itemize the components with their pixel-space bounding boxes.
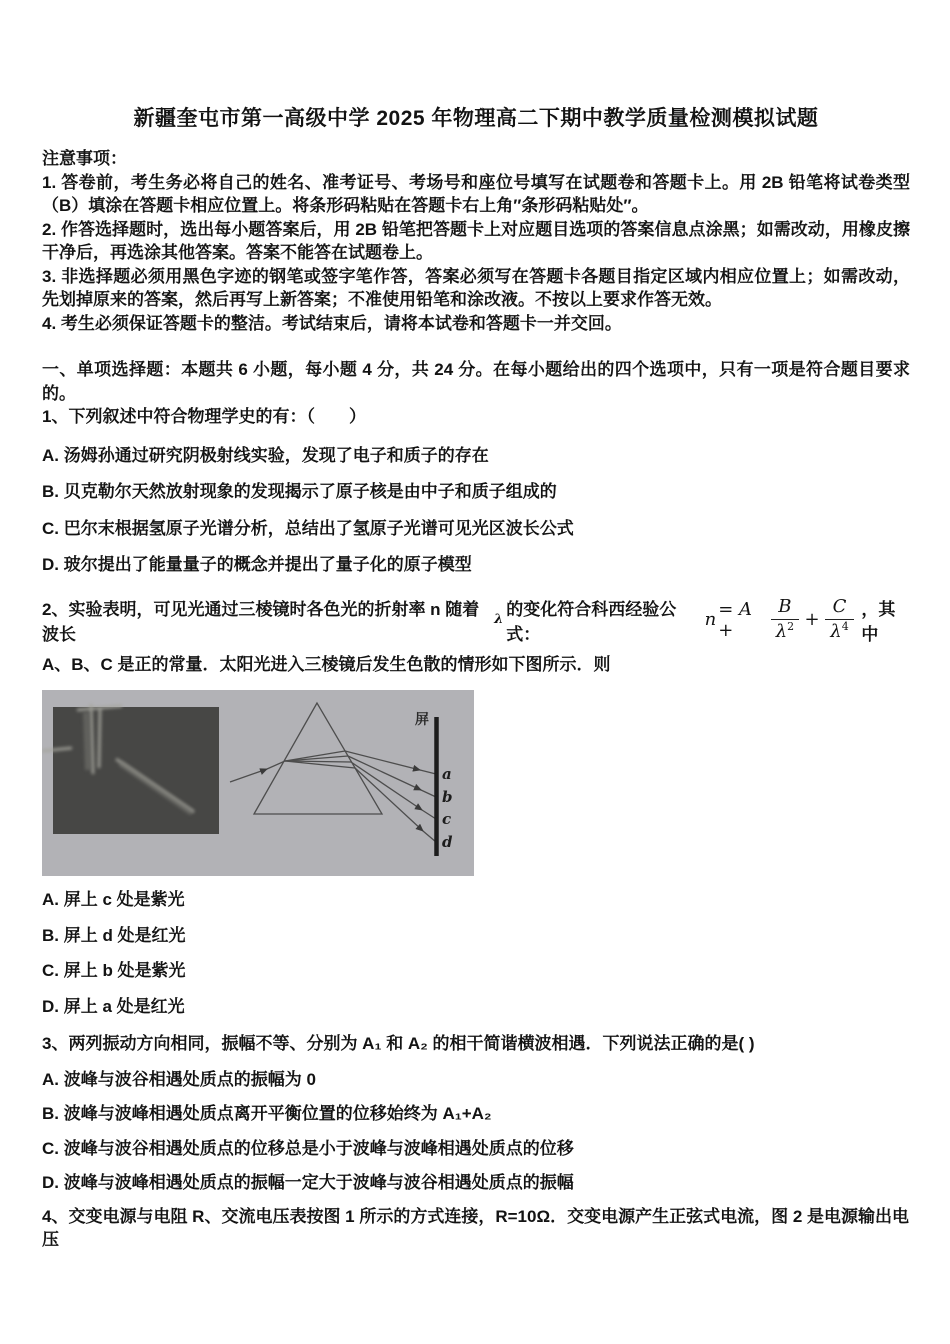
page-title: 新疆奎屯市第一高级中学 2025 年物理高二下期中教学质量检测模拟试题 bbox=[133, 107, 819, 130]
point-label-d: d bbox=[442, 833, 453, 851]
refracted-ray-b bbox=[348, 756, 436, 797]
question-2-option-d: D. 屏上 a 处是红光 bbox=[42, 996, 185, 1016]
dispersion-photo bbox=[42, 704, 219, 834]
formula-eq: = A + bbox=[718, 598, 753, 641]
refracted-ray-d bbox=[355, 768, 436, 842]
fraction2-exponent: 4 bbox=[841, 619, 849, 633]
lambda-symbol: λ bbox=[494, 612, 504, 627]
formula-fraction-2 bbox=[825, 597, 855, 642]
notice-item-4: 4. 考生必须保证答题卡的整洁。考试结束后，请将本试卷和答题卡一并交回。 bbox=[42, 313, 622, 333]
prism-diagram bbox=[42, 690, 474, 876]
question-1-option-a: A. 汤姆孙通过研究阴极射线实验，发现了电子和质子的存在 bbox=[42, 445, 489, 465]
question-3-options bbox=[42, 1068, 910, 1195]
cauchy-formula bbox=[705, 597, 858, 642]
q2-stem-post: 的变化符合科西经验公式： bbox=[506, 599, 677, 644]
page-content bbox=[42, 0, 910, 1252]
fraction2-lambda: λ bbox=[830, 620, 842, 642]
point-label-b: b bbox=[442, 788, 453, 806]
fraction2-denominator bbox=[825, 619, 853, 643]
question-1-option-b: B. 贝克勒尔天然放射现象的发现揭示了原子核是由中子和质子组成的 bbox=[42, 482, 557, 501]
question-1-option-d: D. 玻尔提出了能量量子的概念并提出了量子化的原子模型 bbox=[42, 555, 472, 574]
screen-label: 屏 bbox=[415, 711, 429, 727]
question-2-options bbox=[42, 888, 910, 1018]
q2-after-formula: ，其中 bbox=[861, 599, 896, 644]
section1-heading: 一、单项选择题：本题共 6 小题，每小题 4 分，共 24 分。在每小题给出的四个选项中，只有一项是符合题目要求的。 bbox=[42, 360, 910, 403]
question-4-stem: 4、交变电源与电阻 R、交流电压表按图 1 所示的方式连接，R=10Ω．交变电源产生正弦式电流，图 2 是电源输出电压 bbox=[42, 1206, 909, 1249]
notice-item-1: 1. 答卷前，考生务必将自己的姓名、准考证号、考场号和座位号填写在试题卷和答题卡上。用 2B 铅笔将试卷类型（B）填涂在答题卡相应位置上。将条形码粘贴在答题卡右上角″条形码粘贴处″。 bbox=[42, 172, 910, 215]
notice-item-2: 2. 作答选择题时，选出每小题答案后，用 2B 铅笔把答题卡上对应题目选项的答案信息点涂黑；如需改动，用橡皮擦干净后，再选涂其他答案。答案不能答在试题卷上。 bbox=[42, 219, 910, 262]
internal-ray-1 bbox=[285, 751, 345, 761]
fraction1-exponent: 2 bbox=[787, 619, 795, 633]
question-1-stem: 1、下列叙述中符合物理学史的有：（ ） bbox=[42, 407, 366, 426]
notice-heading: 注意事项： bbox=[42, 149, 127, 168]
notice-item-3: 3. 非选择题必须用黑色字迹的钢笔或签字笔作答，答案必须写在答题卡各题目指定区域内相应位置上；如需改动，先划掉原来的答案，然后再写上新答案；不准使用铅笔和涂改液。不按以上要求作答无效。 bbox=[42, 266, 910, 309]
incident-ray bbox=[230, 761, 285, 782]
fraction2-numerator: C bbox=[832, 595, 847, 617]
point-label-c: c bbox=[442, 810, 452, 828]
formula-plus: + bbox=[804, 609, 820, 630]
question-2-option-c: C. 屏上 b 处是紫光 bbox=[42, 961, 186, 980]
question-2-stem bbox=[42, 595, 910, 645]
prism-rays bbox=[230, 703, 436, 842]
fraction1-denominator bbox=[771, 619, 799, 643]
formula-fraction-1 bbox=[770, 597, 799, 642]
question-2-stem-line2: A、B、C 是正的常量．太阳光进入三棱镜后发生色散的情形如下图所示．则 bbox=[42, 654, 611, 674]
question-3-option-b: B. 波峰与波峰相遇处质点离开平衡位置的位移始终为 A₁+A₂ bbox=[42, 1104, 492, 1123]
fraction1-numerator: B bbox=[778, 595, 792, 617]
point-label-a: a bbox=[442, 765, 452, 783]
formula-lhs: n bbox=[704, 609, 717, 630]
question-3-stem: 3、两列振动方向相同，振幅不等、分别为 A₁ 和 A₂ 的相干简谐横波相遇．下列说法正确的是( ) bbox=[42, 1034, 755, 1053]
screen-point-labels bbox=[442, 765, 453, 851]
internal-ray-2 bbox=[285, 756, 348, 761]
q2-stem-pre: 2、实验表明，可见光通过三棱镜时各色光的折射率 n 随着波长 bbox=[42, 599, 480, 644]
question-3-option-c: C. 波峰与波谷相遇处质点的位移总是小于波峰与波峰相遇处质点的位移 bbox=[42, 1138, 574, 1158]
question-1-option-c: C. 巴尔末根据氢原子光谱分析，总结出了氢原子光谱可见光区波长公式 bbox=[42, 518, 574, 538]
question-2-option-b: B. 屏上 d 处是红光 bbox=[42, 925, 186, 945]
question-3-option-d: D. 波峰与波峰相遇处质点的振幅一定大于波峰与波谷相遇处质点的振幅 bbox=[42, 1173, 574, 1192]
question-2-option-a: A. 屏上 c 处是紫光 bbox=[42, 890, 185, 909]
dispersion-figure bbox=[42, 690, 474, 876]
question-3-option-a: A. 波峰与波谷相遇处质点的振幅为 0 bbox=[42, 1069, 316, 1089]
fraction1-lambda: λ bbox=[775, 620, 788, 642]
